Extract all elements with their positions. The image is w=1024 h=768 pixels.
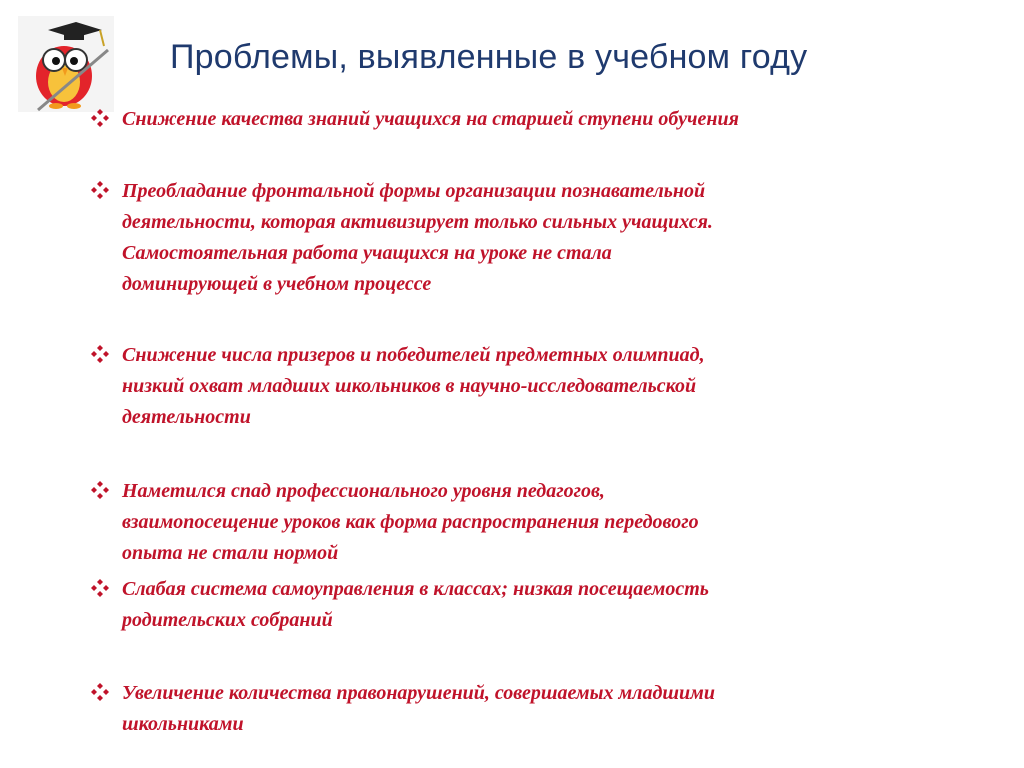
list-item-line: родительских собраний xyxy=(122,609,333,631)
diamond-quad-bullet-icon xyxy=(90,108,110,128)
diamond-quad-bullet-icon xyxy=(90,344,110,364)
list-item-line: деятельности, которая активизирует только сильных учащихся. xyxy=(122,211,713,233)
list-item-line: доминирующей в учебном процессе xyxy=(122,273,432,295)
list-item-line: школьниками xyxy=(122,713,244,735)
list-item-line: Снижение числа призеров и победителей предметных олимпиад, xyxy=(122,344,705,366)
list-item-text xyxy=(122,678,982,740)
list-item-line: взаимопосещение уроков как форма распространения передового xyxy=(122,511,699,533)
list-item-line: опыта не стали нормой xyxy=(122,542,339,564)
list-item-text xyxy=(122,476,982,569)
list-item-text xyxy=(122,574,982,636)
list-item-line: Наметился спад профессионального уровня педагогов, xyxy=(122,480,605,502)
list-item-text xyxy=(122,340,982,433)
list-item-line: Снижение качества знаний учащихся на старшей ступени обучения xyxy=(122,108,739,130)
list-item-line: низкий охват младших школьников в научно-исследовательской xyxy=(122,375,697,397)
list-item-line: Увеличение количества правонарушений, совершаемых младшими xyxy=(122,682,715,704)
list-item-text xyxy=(122,104,982,135)
list-item-text xyxy=(122,176,982,300)
diamond-quad-bullet-icon xyxy=(90,480,110,500)
diamond-quad-bullet-icon xyxy=(90,578,110,598)
slide-title: Проблемы, выявленные в учебном году xyxy=(170,38,808,76)
list-item-line: Самостоятельная работа учащихся на уроке не стала xyxy=(122,242,612,264)
diamond-quad-bullet-icon xyxy=(90,180,110,200)
list-item-line: Слабая система самоуправления в классах; низкая посещаемость xyxy=(122,578,709,600)
diamond-quad-bullet-icon xyxy=(90,682,110,702)
list-item-line: Преобладание фронтальной формы организации познавательной xyxy=(122,180,706,202)
list-item-line: деятельности xyxy=(122,406,251,428)
